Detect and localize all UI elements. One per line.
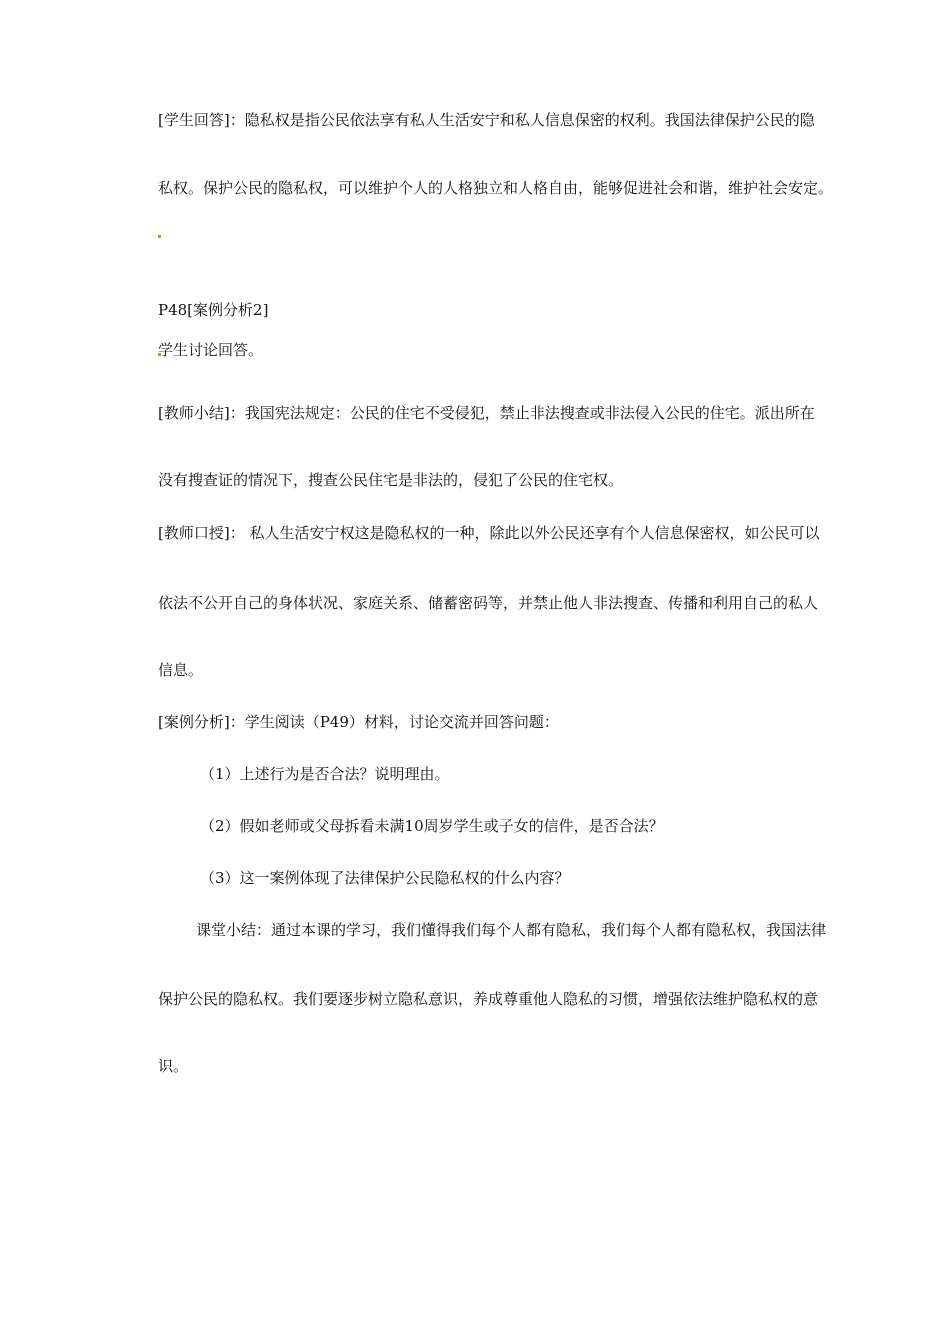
text-line-teacher-lecture-1: [教师口授]： 私人生活安宁权这是隐私权的一种，除此以外公民还享有个人信息保密权，如公民可以 (158, 524, 820, 542)
text-line-teacher-summary-2: 没有搜查证的情况下，搜查公民住宅是非法的，侵犯了公民的住宅权。 (158, 471, 624, 489)
stray-mark (158, 235, 161, 238)
question-item-2: （2）假如老师或父母拆看未满10周岁学生或子女的信件，是否合法？ (200, 817, 664, 835)
text-line-discussion: 学生讨论回答。 (158, 341, 264, 359)
text-line-student-answer-2: 私权。保护公民的隐私权，可以维护个人的人格独立和人格自由，能够促进社会和谐，维护社会安定。 (158, 179, 834, 197)
text-line-student-answer-1: [学生回答]：隐私权是指公民依法享有私人生活安宁和私人信息保密的权利。我国法律保护公民的隐 (158, 111, 815, 129)
text-line-case-heading: P48[案例分析2] (158, 301, 269, 319)
question-item-3: （3）这一案例体现了法律保护公民隐私权的什么内容？ (200, 869, 570, 887)
text-line-teacher-lecture-3: 信息。 (158, 661, 204, 679)
text-line-teacher-lecture-2: 依法不公开自己的身体状况、家庭关系、储蓄密码等，并禁止他人非法搜查、传播和利用自己的私人 (158, 594, 819, 612)
text-line-case-analysis: [案例分析]：学生阅读（P49）材料，讨论交流并回答问题： (158, 713, 559, 731)
text-line-teacher-summary-1: [教师小结]：我国宪法规定：公民的住宅不受侵犯，禁止非法搜查或非法侵入公民的住宅。派出所在 (158, 404, 815, 422)
text-line-class-summary-1: 课堂小结：通过本课的学习，我们懂得我们每个人都有隐私，我们每个人都有隐私权，我国法律 (196, 921, 827, 939)
text-line-class-summary-2: 保护公民的隐私权。我们要逐步树立隐私意识，养成尊重他人隐私的习惯，增强依法维护隐私权的意 (158, 990, 819, 1008)
question-item-1: （1）上述行为是否合法？说明理由。 (200, 765, 450, 783)
text-line-class-summary-3: 识。 (158, 1057, 189, 1075)
